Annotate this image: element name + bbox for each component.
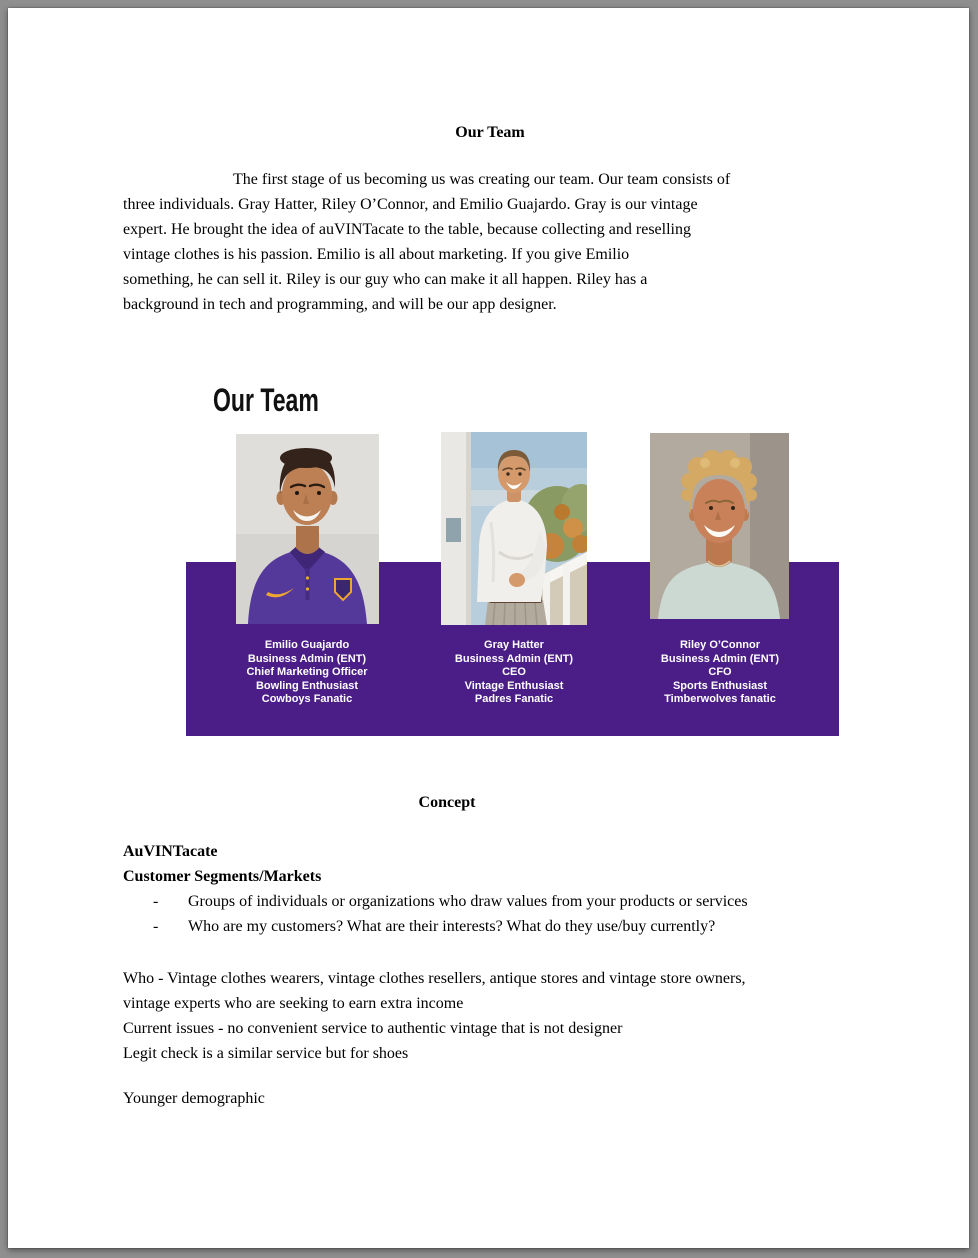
- bullet-dash: -: [153, 893, 159, 910]
- paragraph-line: expert. He brought the idea of auVINTacate to the table, because collecting and reselling: [123, 221, 691, 238]
- member-detail-line: Padres Fanatic: [474, 693, 554, 705]
- bullet-text: Groups of individuals or organizations who draw values from your products or services: [188, 893, 748, 910]
- paragraph-line: three individuals. Gray Hatter, Riley O’Connor, and Emilio Guajardo. Gray is our vintage: [123, 196, 698, 213]
- member-caption-riley: [610, 639, 830, 707]
- member-name: Gray Hatter: [484, 639, 544, 651]
- member-detail-line: CFO: [708, 666, 732, 678]
- paragraph-line: Legit check is a similar service but for shoes: [123, 1045, 409, 1062]
- member-detail-line: Cowboys Fanatic: [261, 693, 353, 705]
- member-caption-gray: [404, 639, 624, 707]
- member-detail-line: CEO: [502, 666, 526, 678]
- paragraph-line: Who - Vintage clothes wearers, vintage clothes resellers, antique stores and vintage store owners,: [123, 970, 746, 987]
- gray-photo-illustration: [441, 432, 587, 625]
- paragraph-line: Younger demographic: [123, 1090, 265, 1107]
- closing-paragraph: [123, 1086, 863, 1111]
- member-detail-line: Bowling Enthusiast: [255, 679, 359, 692]
- member-caption-emilio: [197, 639, 417, 707]
- document-page: [8, 8, 969, 1248]
- photo-emilio-guajardo: [236, 434, 379, 624]
- concept-section: [123, 839, 863, 939]
- paragraph-line: vintage clothes is his passion. Emilio is all about marketing. If you give Emilio: [123, 246, 630, 263]
- doc-heading-concept: Concept: [418, 794, 476, 811]
- member-name: Riley O’Connor: [679, 639, 761, 651]
- paragraph-line: background in tech and programming, and will be our app designer.: [123, 296, 557, 313]
- member-detail-line: Business Admin (ENT): [247, 652, 367, 665]
- bullet-item: [123, 889, 863, 914]
- segments-heading-line: Customer Segments/Markets: [123, 868, 322, 885]
- paragraph-line: The first stage of us becoming us was creating our team. Our team consists of: [233, 171, 731, 188]
- member-detail-line: Business Admin (ENT): [454, 652, 574, 665]
- member-detail-line: Sports Enthusiast: [672, 679, 768, 692]
- market-paragraph: [123, 966, 863, 1066]
- bullet-item: [123, 914, 863, 939]
- bullet-dash: -: [153, 918, 159, 935]
- paragraph-line: something, he can sell it. Riley is our guy who can make it all happen. Riley has a: [123, 271, 648, 288]
- member-detail-line: Chief Marketing Officer: [246, 666, 368, 678]
- member-detail-line: Timberwolves fanatic: [664, 693, 776, 705]
- paragraph-line: Current issues - no convenient service to authentic vintage that is not designer: [123, 1020, 623, 1037]
- photo-gray-hatter: [441, 432, 587, 625]
- emilio-photo-illustration: [236, 434, 379, 624]
- bullet-text: Who are my customers? What are their interests? What do they use/buy currently?: [188, 918, 716, 935]
- paragraph-line: vintage experts who are seeking to earn extra income: [123, 995, 464, 1012]
- doc-heading-our-team: Our Team: [455, 124, 525, 141]
- team-slide-image: [186, 380, 839, 737]
- member-detail-line: Business Admin (ENT): [660, 652, 780, 665]
- riley-photo-illustration: [650, 433, 789, 619]
- member-detail-line: Vintage Enthusiast: [464, 679, 564, 692]
- member-name: Emilio Guajardo: [264, 639, 350, 651]
- brand-name-line: AuVINTacate: [123, 843, 218, 860]
- team-paragraph: [123, 167, 863, 317]
- photo-riley-oconnor: [650, 433, 789, 619]
- slide-title: Our Team: [213, 382, 319, 418]
